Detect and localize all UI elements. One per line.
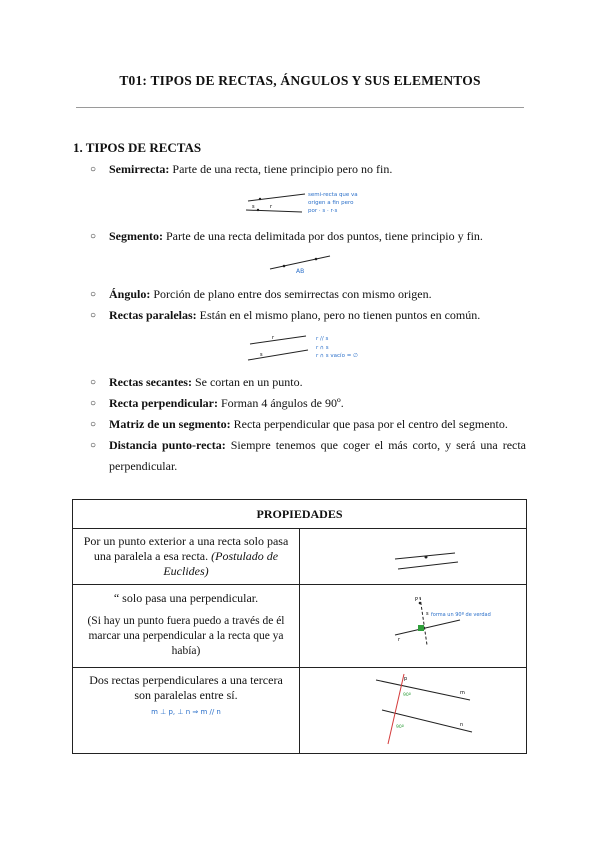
item-term: Distancia punto-recta: xyxy=(109,438,226,452)
table-row xyxy=(73,529,527,585)
three-lines-sketch xyxy=(300,668,526,748)
table-cell xyxy=(300,668,527,754)
table-cell xyxy=(73,668,300,754)
item-desc: Siempre tenemos que coger el más corto, y será una recta perpendicular. xyxy=(109,438,527,473)
line-label: r xyxy=(272,335,275,341)
title-divider xyxy=(76,107,524,108)
item-desc: Parte de una recta delimitada por dos puntos, tiene principio y fin. xyxy=(166,229,483,243)
segmento-sketch xyxy=(264,250,344,276)
cell-text: Dos rectas perpendiculares a una tercera son paralelas entre sí. xyxy=(89,673,283,702)
line-label: s xyxy=(426,611,429,617)
list-item xyxy=(90,226,526,247)
list-item xyxy=(90,159,526,180)
svg-text:s: s xyxy=(252,204,255,210)
svg-text:r: r xyxy=(270,204,273,210)
table-cell xyxy=(300,529,527,585)
bullet-icon: ○ xyxy=(90,310,97,321)
semirrecta-sketch xyxy=(240,185,370,217)
bullet-icon: ○ xyxy=(90,419,97,430)
list-item xyxy=(90,372,526,393)
bullet-icon: ○ xyxy=(90,440,97,451)
cell-italic-text: (Postulado de Euclides) xyxy=(163,549,279,578)
bullet-icon: ○ xyxy=(90,231,97,242)
item-desc: Recta perpendicular que pasa por el centro del segmento. xyxy=(233,417,508,431)
line-label: s xyxy=(260,352,263,358)
note-line: forma un 90º de verdad xyxy=(431,612,491,618)
bullet-icon: ○ xyxy=(90,398,97,409)
table-cell xyxy=(73,585,300,668)
note-line: r ∩ s xyxy=(316,345,329,351)
note-line: semi-recta que va xyxy=(308,192,358,198)
note-line: r ∩ s vacío = ∅ xyxy=(316,353,358,359)
paralela-sketch xyxy=(300,529,526,579)
list-item xyxy=(90,393,526,414)
item-term: Segmento: xyxy=(109,229,163,243)
properties-table xyxy=(72,499,527,754)
angle-label: 90º xyxy=(403,693,411,698)
table-cell xyxy=(300,585,527,668)
line-label: p xyxy=(404,676,408,682)
list-item xyxy=(90,435,526,477)
line-label: r xyxy=(398,637,401,643)
note-line: por · s · r·s xyxy=(308,208,338,214)
document-title: T01: TIPOS DE RECTAS, ÁNGULOS Y SUS ELEMENTOS xyxy=(119,73,481,88)
item-term: Ángulo: xyxy=(109,287,151,301)
item-term: Recta perpendicular: xyxy=(109,396,218,410)
cell-text: Por un punto exterior a una recta solo pasa una paralela a esa recta. xyxy=(83,534,289,563)
perpendicular-sketch xyxy=(300,585,526,662)
note-line: origen a fin pero xyxy=(308,200,354,206)
table-row xyxy=(73,585,527,668)
cell-note: (Si hay un punto fuera puedo a través de él marcar una perpendicular a la recta que ya había) xyxy=(87,615,285,657)
item-term: Rectas secantes: xyxy=(109,375,192,389)
list-item xyxy=(90,414,526,435)
list-item xyxy=(90,284,526,305)
bullet-icon: ○ xyxy=(90,377,97,388)
item-desc: Están en el mismo plano, pero no tienen puntos en común. xyxy=(199,308,481,322)
item-term: Rectas paralelas: xyxy=(109,308,197,322)
item-term: Matriz de un segmento: xyxy=(109,417,231,431)
item-desc: Se cortan en un punto. xyxy=(194,375,303,389)
section-heading: 1. TIPOS DE RECTAS xyxy=(73,140,202,155)
point-label: P xyxy=(415,597,419,603)
table-cell xyxy=(73,529,300,585)
table-row xyxy=(73,668,527,754)
cell-handwritten-note: m ⊥ p, ⊥ n ⇒ m // n xyxy=(151,708,221,716)
angle-label: 90º xyxy=(396,725,404,730)
line-label: m xyxy=(460,690,465,696)
segment-label: AB xyxy=(296,268,305,275)
item-desc: Porción de plano entre dos semirrectas con mismo origen. xyxy=(153,287,432,301)
bullet-icon: ○ xyxy=(90,289,97,300)
line-label: n xyxy=(460,722,464,728)
item-term: Semirrecta: xyxy=(109,162,170,176)
cell-text: “ solo pasa una perpendicular. xyxy=(113,591,259,605)
table-header: PROPIEDADES xyxy=(73,500,527,529)
item-desc: Forman 4 ángulos de 90º. xyxy=(220,396,344,410)
bullet-icon: ○ xyxy=(90,164,97,175)
item-desc: Parte de una recta, tiene principio pero no fin. xyxy=(172,162,393,176)
list-item xyxy=(90,305,526,326)
paralelas-sketch xyxy=(244,330,364,366)
note-line: r // s xyxy=(316,336,329,342)
